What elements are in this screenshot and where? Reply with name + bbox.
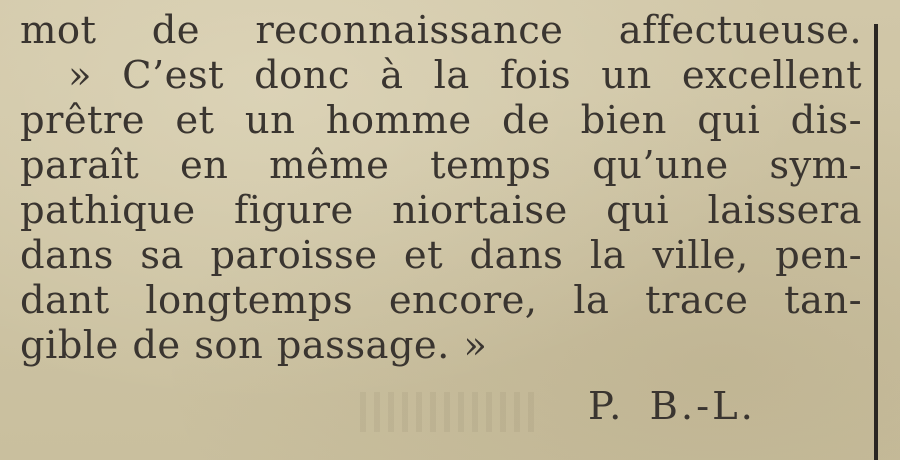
article-line: dant longtemps encore, la trace tan- <box>20 278 862 323</box>
article-line: prêtre et un homme de bien qui dis- <box>20 98 862 143</box>
author-signature: P. B.-L. <box>588 384 756 429</box>
article-line: pathique figure niortaise qui laissera <box>20 188 862 233</box>
article-line: dans sa paroisse et dans la ville, pen- <box>20 233 862 278</box>
article-line: » C’est donc à la fois un excellent <box>68 53 862 98</box>
article-line: gible de son passage. » <box>20 323 488 368</box>
article-column <box>20 8 862 368</box>
article-line: mot de reconnaissance affectueuse. <box>20 8 862 53</box>
bleed-through-texture <box>360 392 540 432</box>
article-line: paraît en même temps qu’une sym- <box>20 143 862 188</box>
column-divider-rule <box>874 24 878 460</box>
